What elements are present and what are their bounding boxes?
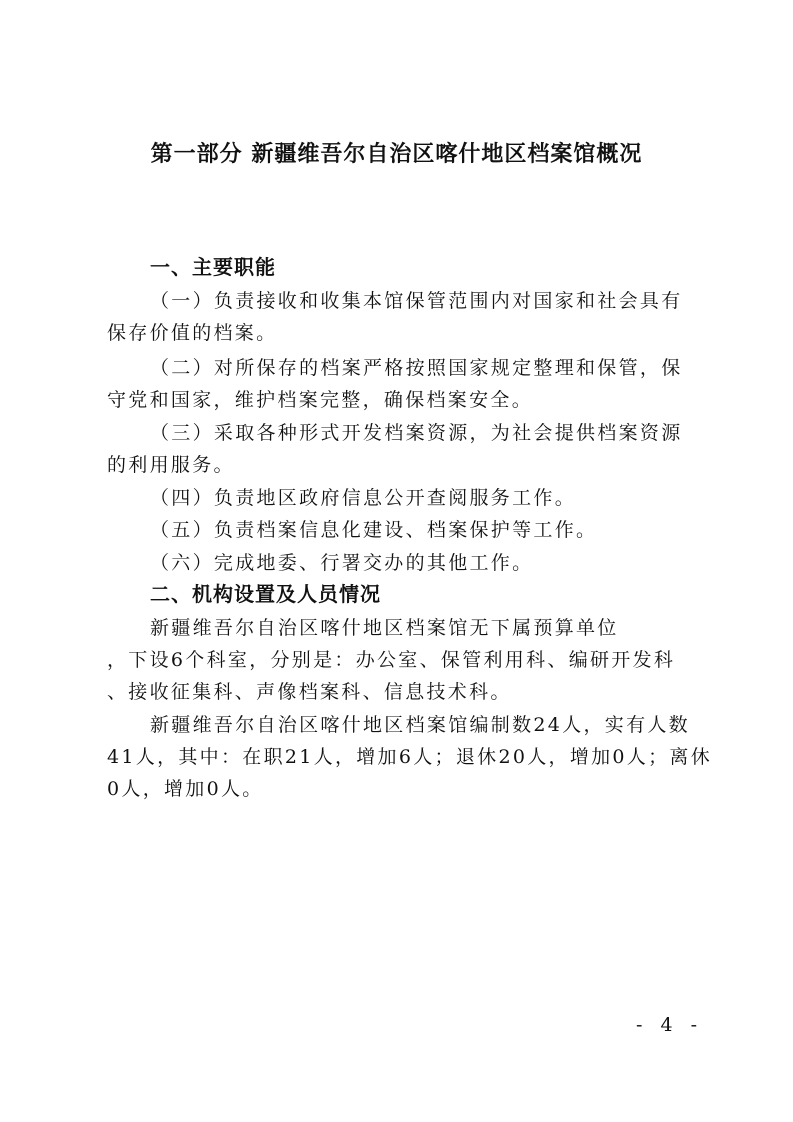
- paragraph-line: 新疆维吾尔自治区喀什地区档案馆无下属预算单位: [150, 617, 619, 639]
- paragraph-line: （二）对所保存的档案严格按照国家规定整理和保管，保: [150, 357, 683, 379]
- paragraph-line: ，下设6个科室，分别是：办公室、保管利用科、编研开发科: [107, 649, 676, 671]
- paragraph-line: 0人，增加0人。: [107, 778, 264, 800]
- paragraph-line: （一）负责接收和收集本馆保管范围内对国家和社会具有: [150, 290, 683, 312]
- paragraph-line: （六）完成地委、行署交办的其他工作。: [150, 552, 534, 574]
- paragraph-line: 的利用服务。: [107, 454, 235, 476]
- page-title: 第一部分 新疆维吾尔自治区喀什地区档案馆概况: [150, 142, 643, 167]
- paragraph-line: 41人，其中：在职21人，增加6人；退休20人，增加0人；离休: [107, 746, 713, 768]
- section-heading-organization: 二、机构设置及人员情况: [150, 582, 381, 606]
- section-heading-main-duties: 一、主要职能: [150, 255, 276, 279]
- paragraph-line: （三）采取各种形式开发档案资源，为社会提供档案资源: [150, 422, 683, 444]
- paragraph-line: 守党和国家，维护档案完整，确保档案安全。: [107, 389, 534, 411]
- paragraph-line: （五）负责档案信息化建设、档案保护等工作。: [150, 519, 598, 541]
- paragraph-line: 、接收征集科、声像档案科、信息技术科。: [107, 681, 512, 703]
- page-number: - 4 -: [636, 1014, 704, 1036]
- paragraph-line: 保存价值的档案。: [107, 322, 278, 344]
- paragraph-line: （四）负责地区政府信息公开查阅服务工作。: [150, 487, 577, 509]
- paragraph-line: 新疆维吾尔自治区喀什地区档案馆编制数24人，实有人数: [150, 714, 690, 736]
